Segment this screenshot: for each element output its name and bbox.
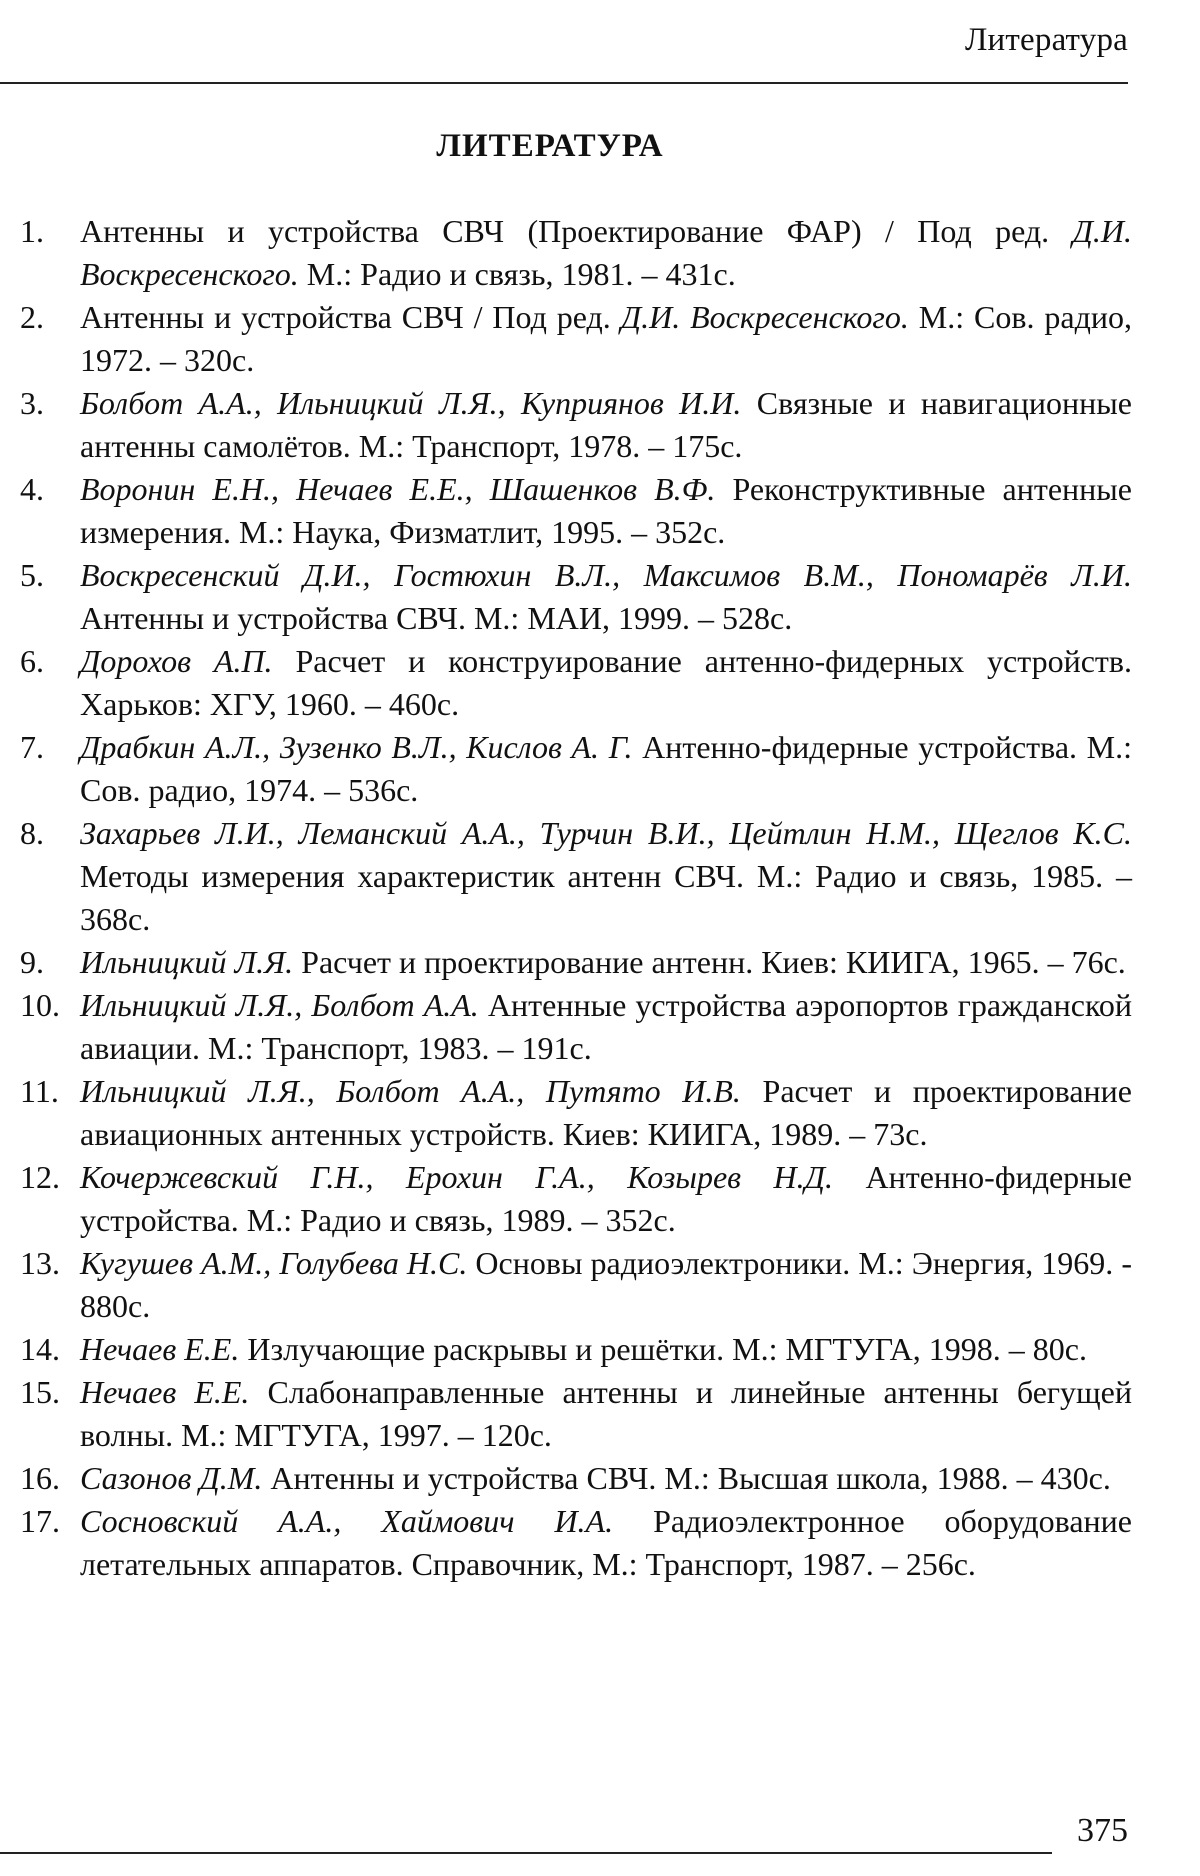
reference-number: 9. [20,944,44,980]
reference-item [20,1156,1132,1242]
reference-authors: Болбот А.А., Ильницкий Л.Я., Куприянов И.И. [80,385,742,421]
reference-editor: Д.И. Воскресенского. [80,213,1132,292]
reference-item [20,296,1132,382]
reference-number: 2. [20,299,44,335]
reference-item [20,941,1132,984]
reference-item [20,554,1132,640]
reference-item [20,1500,1132,1586]
reference-authors: Нечаев Е.Е. [80,1374,250,1410]
reference-item [20,1328,1132,1371]
reference-authors: Ильницкий Л.Я., Болбот А.А. [80,987,479,1023]
reference-number: 8. [20,815,44,851]
reference-authors: Ильницкий Л.Я. [80,944,294,980]
reference-item [20,1242,1132,1328]
reference-text: Расчет и конструирование антенно-фидерных устройств. Харьков: ХГУ, 1960. – 460с. [80,643,1133,722]
reference-item [20,1070,1132,1156]
reference-text: Реконструктивные антенные измерения. М.: Наука, Физматлит, 1995. – 352с. [80,471,1133,550]
reference-prefix: Антенны и устройства СВЧ / Под ред. [80,299,621,335]
reference-number: 14. [20,1331,60,1367]
reference-item [20,726,1132,812]
reference-text: Расчет и проектирование авиационных антенных устройств. Киев: КИИГА, 1989. – 73с. [80,1073,1133,1152]
reference-authors: Ильницкий Л.Я., Болбот А.А., Путято И.В. [80,1073,741,1109]
reference-number: 7. [20,729,44,765]
reference-number: 17. [20,1503,60,1539]
reference-item [20,1371,1132,1457]
reference-text: Антенные устройства аэропортов гражданской авиации. М.: Транспорт, 1983. – 191с. [80,987,1132,1066]
reference-text: Излучающие раскрывы и решётки. М.: МГТУГА, 1998. – 80с. [239,1331,1087,1367]
reference-authors: Воронин Е.Н., Нечаев Е.Е., Шашенков В.Ф. [80,471,716,507]
reference-authors: Сазонов Д.М. [80,1460,263,1496]
reference-text: Связные и навигационные антенны самолётов. М.: Транспорт, 1978. – 175с. [80,385,1133,464]
reference-text: М.: Радио и связь, 1981. – 431с. [298,256,736,292]
reference-text: Антенно-фидерные устройства. М.: Радио и связь, 1989. – 352с. [80,1159,1133,1238]
reference-text: Антенны и устройства СВЧ. М.: МАИ, 1999. – 528с. [80,600,793,636]
footer-rule [0,1852,1052,1854]
reference-number: 11. [20,1073,59,1109]
reference-text: Антенны и устройства СВЧ. М.: Высшая школа, 1988. – 430с. [262,1460,1111,1496]
reference-prefix: Антенны и устройства СВЧ (Проектирование ФАР) / Под ред. [80,213,1073,249]
reference-number: 3. [20,385,44,421]
reference-number: 10. [20,987,60,1023]
reference-authors: Сосновский А.А., Хаймович И.А. [80,1503,614,1539]
reference-number: 6. [20,643,44,679]
reference-item [20,1457,1132,1500]
reference-number: 16. [20,1460,60,1496]
reference-number: 12. [20,1159,60,1195]
reference-text: Методы измерения характеристик антенн СВЧ. М.: Радио и связь, 1985. – 368с. [80,858,1132,937]
reference-authors: Дорохов А.П. [80,643,273,679]
reference-number: 13. [20,1245,60,1281]
reference-authors: Кочержевский Г.Н., Ерохин Г.А., Козырев Н.Д. [80,1159,834,1195]
reference-text: Слабонаправленные антенны и линейные антенны бегущей волны. М.: МГТУГА, 1997. – 120с. [80,1374,1133,1453]
reference-authors: Захарьев Л.И., Леманский А.А., Турчин В.И., Цейтлин Н.М., Щеглов К.С. [80,815,1132,851]
reference-text: Расчет и проектирование антенн. Киев: КИИГА, 1965. – 76с. [293,944,1126,980]
header-rule [0,82,1128,84]
reference-item [20,382,1132,468]
reference-list [20,210,1132,1586]
reference-authors: Нечаев Е.Е. [80,1331,240,1367]
reference-authors: Драбкин А.Л., Зузенко В.Л., Кислов А. Г. [80,729,633,765]
reference-number: 1. [20,213,44,249]
reference-text: Антенно-фидерные устройства. М.: Сов. радио, 1974. – 536с. [80,729,1133,808]
reference-text: М.: Сов. радио, 1972. – 320с. [80,299,1133,378]
reference-item [20,812,1132,941]
reference-number: 15. [20,1374,60,1410]
page-title: ЛИТЕРАТУРА [436,128,664,164]
reference-item [20,210,1132,296]
reference-authors: Кугушев А.М., Голубева Н.С. [80,1245,468,1281]
reference-item [20,984,1132,1070]
reference-text: Основы радиоэлектроники. М.: Энергия, 1969. - 880с. [80,1245,1132,1324]
reference-number: 5. [20,557,44,593]
reference-authors: Воскресенский Д.И., Гостюхин В.Л., Максимов В.М., Пономарёв Л.И. [80,557,1132,593]
reference-editor: Д.И. Воскресенского. [620,299,909,335]
page-number: 375 [1077,1812,1128,1849]
reference-number: 4. [20,471,44,507]
reference-item [20,640,1132,726]
running-header: Литература [964,22,1128,58]
reference-text: Радиоэлектронное оборудование летательных аппаратов. Справочник, М.: Транспорт, 1987. – 256с. [80,1503,1133,1582]
reference-item [20,468,1132,554]
